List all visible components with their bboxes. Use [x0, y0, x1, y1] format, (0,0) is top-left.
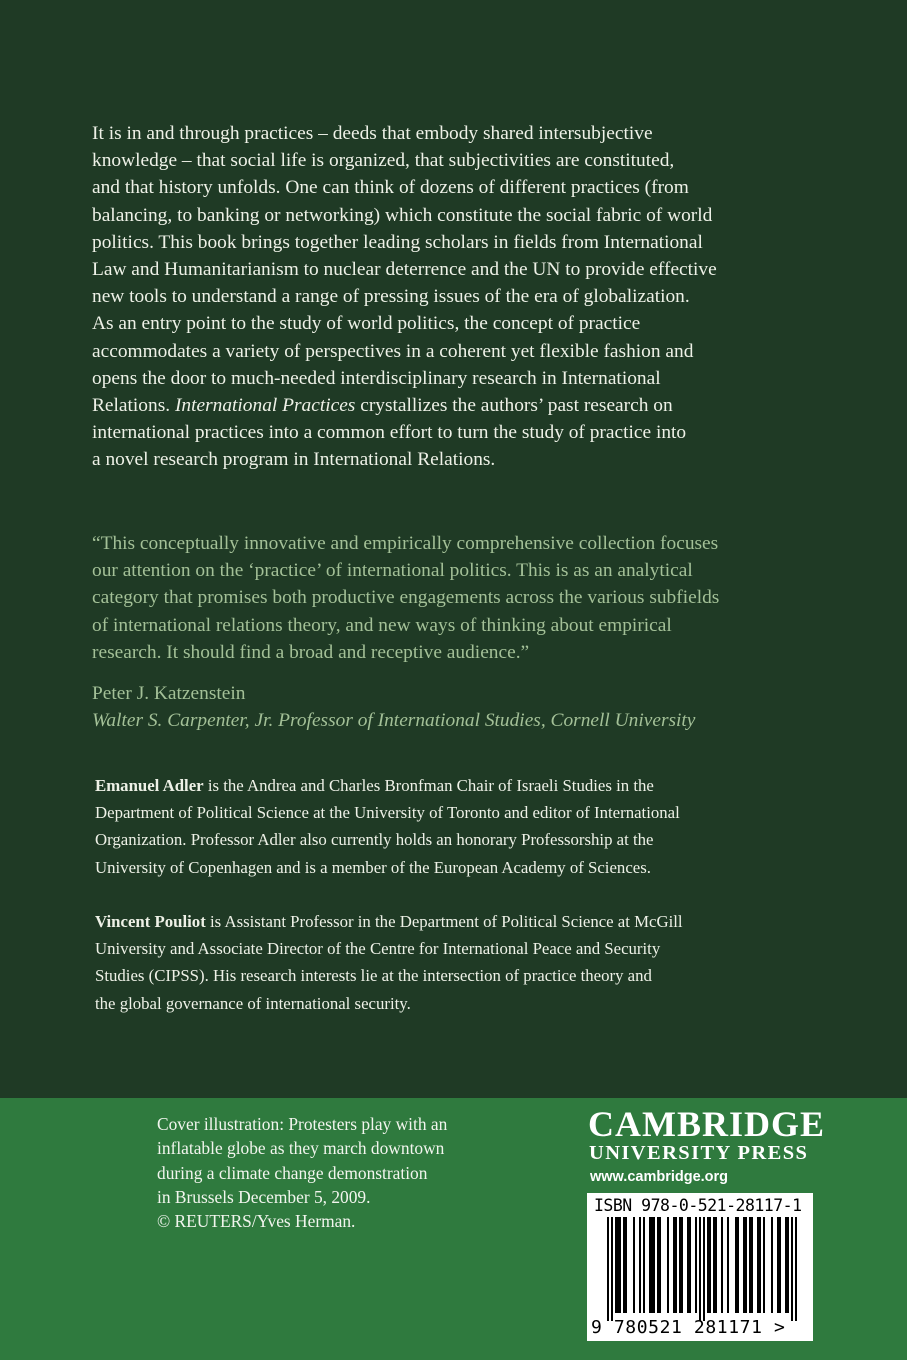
- barcode-bar: [639, 1217, 641, 1313]
- ean-digits: 9 780521 281171 >: [591, 1317, 786, 1338]
- credit-line: during a climate change demonstration: [157, 1162, 428, 1183]
- barcode-bar: [667, 1217, 669, 1313]
- quote-line: our attention on the ‘practice’ of international politics. This is as an analytical: [92, 560, 693, 582]
- barcode-bar: [649, 1217, 655, 1313]
- blurb-line: international practices into a common effort to turn the study of practice into: [92, 422, 687, 444]
- barcode-bar: [763, 1217, 765, 1313]
- bio-text: is the Andrea and Charles Bronfman Chair of Israeli Studies in the: [203, 776, 654, 795]
- bio-line: University and Associate Director of the Centre for International Peace and Security: [95, 939, 661, 959]
- barcode-bar: [611, 1217, 613, 1321]
- bio-line: Organization. Professor Adler also currently holds an honorary Professorship at the: [95, 830, 654, 850]
- author-name: Vincent Pouliot: [95, 912, 206, 931]
- endorsement-quote: [92, 530, 812, 666]
- credit-line: Cover illustration: Protesters play with an: [157, 1114, 448, 1134]
- credit-line: inflatable globe as they march downtown: [157, 1138, 445, 1159]
- barcode-bar: [695, 1217, 697, 1313]
- barcode-bar: [699, 1217, 701, 1321]
- barcode-bar: [679, 1217, 683, 1313]
- barcode-bar: [615, 1217, 621, 1313]
- barcode-bar: [727, 1217, 729, 1313]
- quote-line: research. It should find a broad and receptive audience.”: [92, 641, 530, 663]
- quote-line: “This conceptually innovative and empirically comprehensive collection focuses: [92, 533, 719, 554]
- barcode-bar: [721, 1217, 723, 1313]
- blurb-line: As an entry point to the study of world politics, the concept of practice: [92, 313, 641, 335]
- quote-line: category that promises both productive engagements across the various subfields: [92, 587, 720, 609]
- barcode-bar: [791, 1217, 793, 1321]
- bio-line: Studies (CIPSS). His research interests lie at the intersection of practice theory and: [95, 966, 652, 986]
- barcode-bar: [771, 1217, 773, 1313]
- barcode-bar: [643, 1217, 645, 1313]
- blurb-line: new tools to understand a range of pressing issues of the era of globalization.: [92, 286, 690, 308]
- bio-line: [95, 772, 795, 799]
- bio-line: University of Copenhagen and is a member of the European Academy of Sciences.: [95, 857, 651, 877]
- book-blurb: [92, 120, 812, 474]
- blurb-text: crystallizes the authors’ past research on: [355, 395, 673, 417]
- blurb-line: It is in and through practices – deeds that embody shared intersubjective: [92, 123, 653, 144]
- publisher-url: www.cambridge.org: [590, 1169, 729, 1185]
- book-title-italic: International Practices: [174, 395, 356, 417]
- bio-line: [95, 908, 795, 935]
- barcode-bar: [703, 1217, 705, 1321]
- barcode-bar: [713, 1217, 717, 1313]
- barcode-bar: [657, 1217, 661, 1313]
- barcode-bar: [687, 1217, 691, 1313]
- barcode-bar: [777, 1217, 781, 1313]
- credit-line: © REUTERS/Yves Herman.: [157, 1211, 356, 1232]
- author-bio-pouliot: [95, 908, 795, 1017]
- barcode-bar: [735, 1217, 739, 1313]
- barcode-bar: [749, 1217, 753, 1313]
- endorsement-author-title: Walter S. Carpenter, Jr. Professor of International Studies, Cornell University: [92, 710, 696, 731]
- blurb-line: and that history unfolds. One can think of dozens of different practices (from: [92, 177, 689, 199]
- bio-line: Department of Political Science at the University of Toronto and editor of International: [95, 803, 680, 823]
- barcode-bar: [673, 1217, 677, 1313]
- blurb-line: opens the door to much-needed interdisciplinary research in International: [92, 367, 661, 389]
- bio-line: the global governance of international security.: [95, 993, 411, 1013]
- barcode-bar: [623, 1217, 627, 1313]
- cover-illustration-credit: [157, 1112, 447, 1233]
- isbn-barcode: [587, 1193, 813, 1341]
- blurb-line: accommodates a variety of perspectives in a coherent yet flexible fashion and: [92, 340, 694, 362]
- author-bio-adler: [95, 772, 795, 881]
- barcode-bar: [633, 1217, 635, 1313]
- barcode-bar: [743, 1217, 747, 1313]
- endorsement-author: Peter J. Katzenstein: [92, 683, 246, 704]
- barcode-bar: [607, 1217, 609, 1321]
- publisher-logo-subname: UNIVERSITY PRESS: [589, 1142, 809, 1164]
- barcode-bar: [757, 1217, 761, 1313]
- barcode-bar: [785, 1217, 789, 1313]
- blurb-line: Law and Humanitarianism to nuclear deterrence and the UN to provide effective: [92, 259, 717, 281]
- author-name: Emanuel Adler: [95, 776, 204, 795]
- bio-text: is Assistant Professor in the Department of Political Science at McGill: [205, 912, 683, 931]
- barcode-bar: [795, 1217, 797, 1321]
- credit-line: in Brussels December 5, 2009.: [157, 1186, 371, 1207]
- blurb-line: politics. This book brings together leading scholars in fields from International: [92, 231, 703, 253]
- blurb-text: Relations.: [92, 395, 175, 417]
- blurb-line: knowledge – that social life is organized, that subjectivities are constituted,: [92, 150, 675, 172]
- barcode-bar: [707, 1217, 711, 1313]
- publisher-logo-name: CAMBRIDGE: [588, 1104, 826, 1144]
- blurb-line: balancing, to banking or networking) which constitute the social fabric of world: [92, 204, 713, 226]
- blurb-line-with-title: [92, 392, 812, 419]
- quote-line: of international relations theory, and new ways of thinking about empirical: [92, 614, 672, 636]
- isbn-label: ISBN 978-0-521-28117-1: [594, 1196, 802, 1215]
- blurb-line: a novel research program in International Relations.: [92, 449, 496, 471]
